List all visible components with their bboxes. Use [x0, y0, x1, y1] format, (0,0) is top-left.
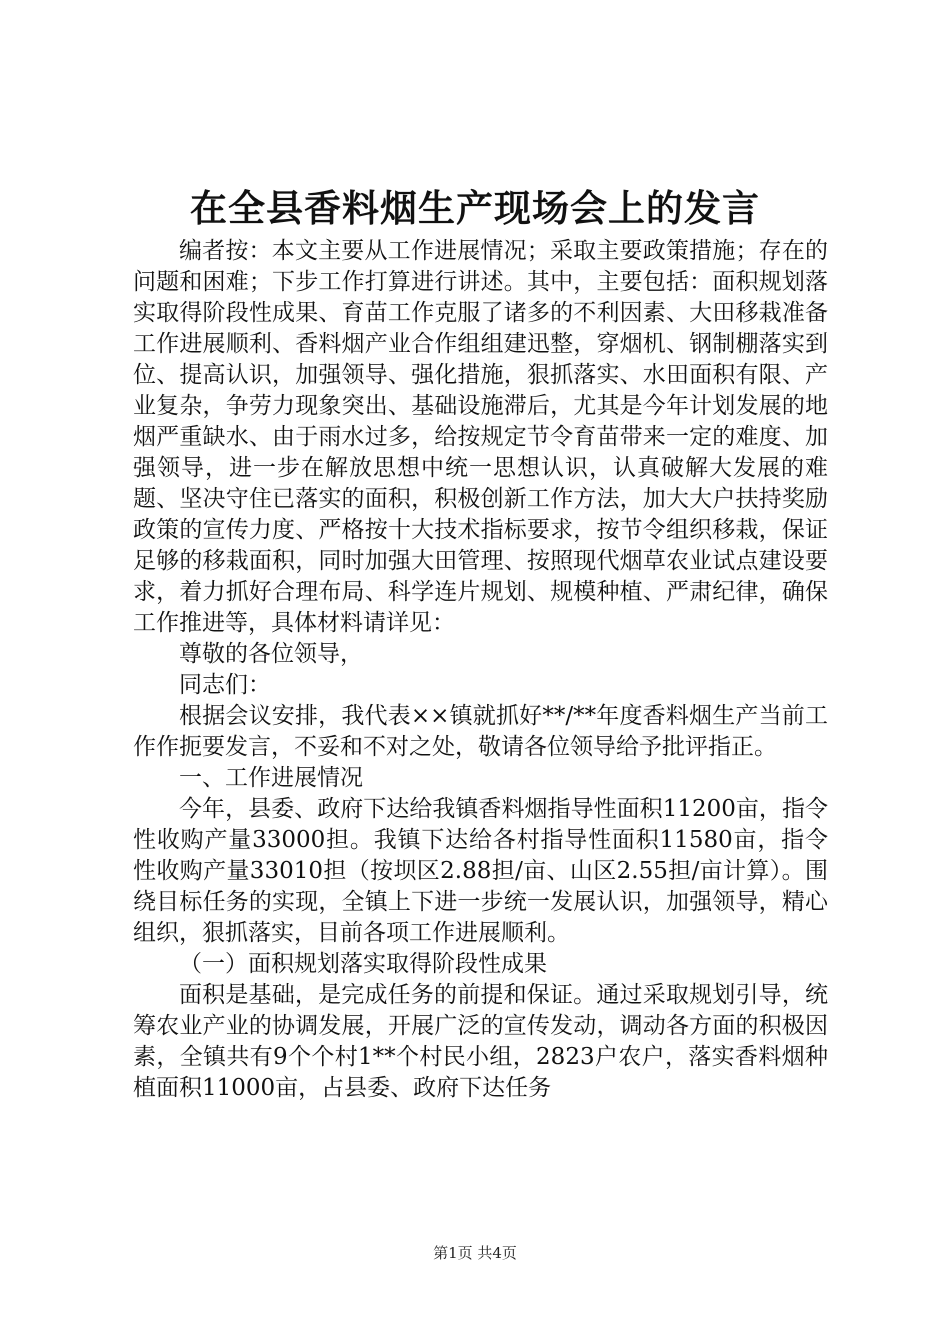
paragraph-area: 面积是基础，是完成任务的前提和保证。通过采取规划引导，统筹农业产业的协调发展，开展广泛的宣传发动，调动各方面的积极因素，全镇共有9个个村1**个村民小组，2823户农户，落实香料烟种植面积11000亩，占县委、政府下达任务 — [133, 982, 828, 1101]
paragraph-salutation: 尊敬的各位领导， — [179, 641, 363, 667]
document-body — [133, 236, 828, 1104]
page-number-footer: 第1页 共4页 — [433, 1244, 517, 1262]
document-title: 在全县香料烟生产现场会上的发言 — [190, 186, 760, 230]
paragraph-intro: 根据会议安排，我代表××镇就抓好**/**年度香料烟生产当前工作作扼要发言，不妥和不对之处，敬请各位领导给予批评指正。 — [133, 703, 828, 760]
subsection-heading-area: （一）面积规划落实取得阶段性成果 — [179, 951, 547, 977]
section-heading-progress: 一、工作进展情况 — [179, 765, 363, 791]
paragraph-progress: 今年，县委、政府下达给我镇香料烟指导性面积11200亩，指令性收购产量33000担。我镇下达给各村指导性面积11580亩，指令性收购产量33010担（按坝区2.88担/亩、山区2.55担/亩计算）。围绕目标任务的实现，全镇上下进一步统一发展认识，加强领导，精心组织，狠抓落实，目前各项工作进展顺利。 — [133, 796, 828, 946]
paragraph-comrades: 同志们： — [179, 672, 271, 698]
paragraph-editor-note: 编者按：本文主要从工作进展情况；采取主要政策措施；存在的问题和困难；下步工作打算进行讲述。其中，主要包括：面积规划落实取得阶段性成果、育苗工作克服了诸多的不利因素、大田移栽准备工作进展顺利、香料烟产业合作组组建迅整，穿烟机、钢制棚落实到位、提高认识，加强领导、强化措施，狠抓落实、水田面积有限、产业复杂，争劳力现象突出、基础设施滞后，尤其是今年计划发展的地烟严重缺水、由于雨水过多，给按规定节令育苗带来一定的难度、加强领导，进一步在解放思想中统一思想认识，认真破解大发展的难题、坚决守住已落实的面积，积极创新工作方法，加大大户扶持奖励政策的宣传力度、严格按十大技术指标要求，按节令组织移栽，保证足够的移栽面积，同时加强大田管理、按照现代烟草农业试点建设要求，着力抓好合理布局、科学连片规划、规模种植、严肃纪律，确保工作推进等，具体材料请详见： — [133, 238, 828, 636]
